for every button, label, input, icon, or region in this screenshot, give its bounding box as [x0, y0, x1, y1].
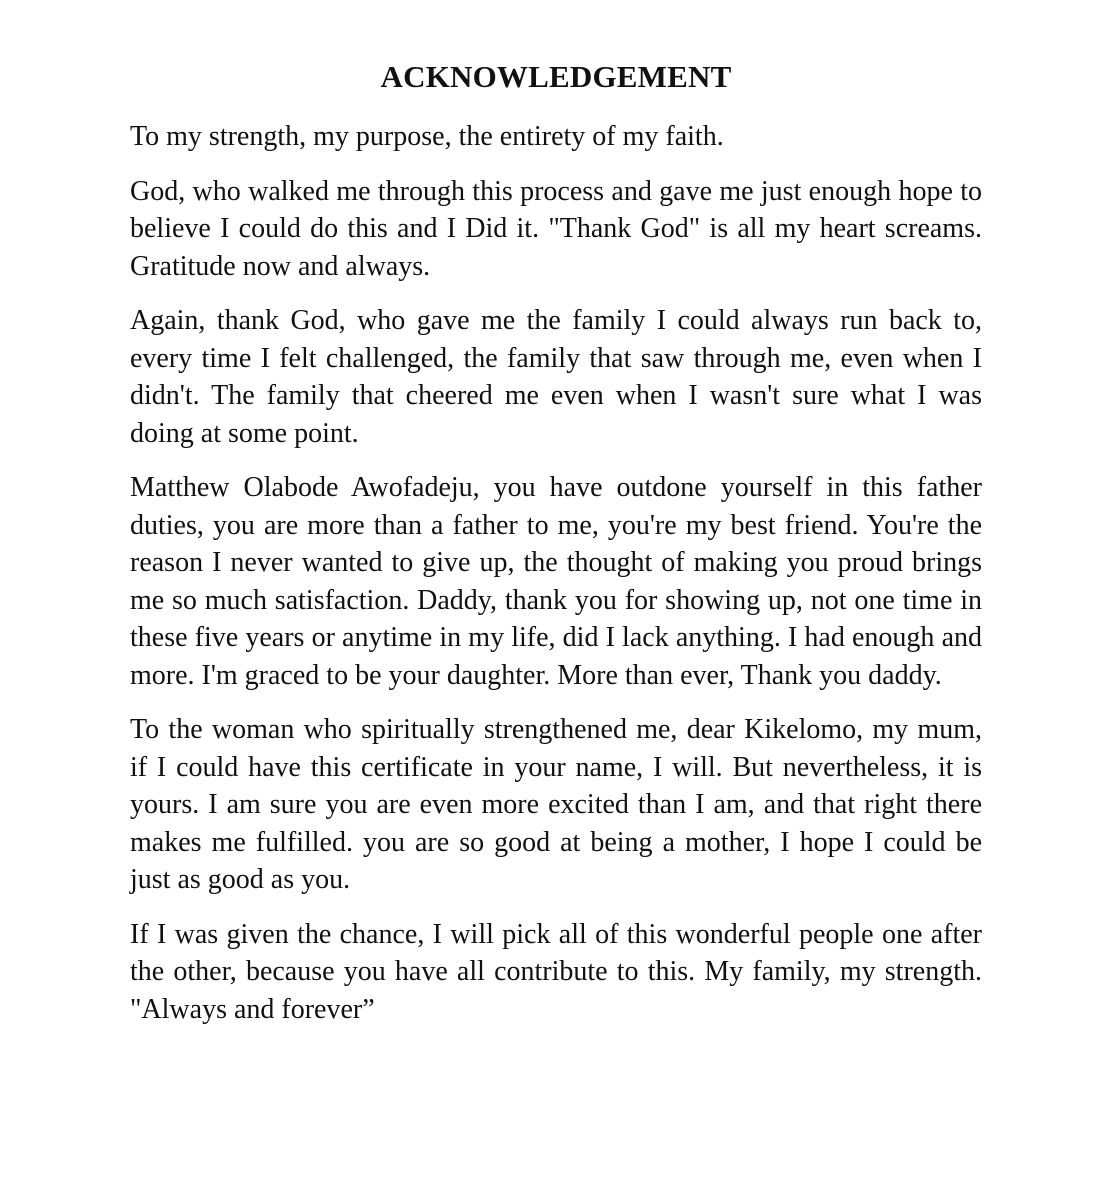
paragraph-opening: To my strength, my purpose, the entirety of my faith. [130, 121, 724, 152]
paragraph-family: Again, thank God, who gave me the family I could always run back to, every time I felt challenged, the family that saw through me, even when I didn't. The family that cheered me even when I wasn't sure what I was doing at some point. [130, 305, 982, 449]
page-title: ACKNOWLEDGEMENT [380, 59, 732, 94]
paragraph-mother: To the woman who spiritually strengthened me, dear Kikelomo, my mum, if I could have this certificate in your name, I will. But nevertheless, it is yours. I am sure you are even more excited than I am, and that right there makes me fulfilled. you are so good at being a mother, I hope I could be just as good as you. [130, 714, 982, 895]
paragraph-closing: If I was given the chance, I will pick all of this wonderful people one after the other, because you have all contribute to this. My family, my strength. "Always and forever” [130, 918, 982, 1025]
paragraph-father: Matthew Olabode Awofadeju, you have outdone yourself in this father duties, you are more than a father to me, you're my best friend. You're the reason I never wanted to give up, the thought of making you proud brings me so much satisfaction. Daddy, thank you for showing up, not one time in these five years or anytime in my life, did I lack anything. I had enough and more. I'm graced to be your daughter. More than ever, Thank you daddy. [130, 472, 982, 691]
paragraph-god: God, who walked me through this process and gave me just enough hope to believe I could do this and I Did it. "Thank God" is all my heart screams. Gratitude now and always. [130, 175, 982, 282]
document-page [130, 52, 982, 1028]
